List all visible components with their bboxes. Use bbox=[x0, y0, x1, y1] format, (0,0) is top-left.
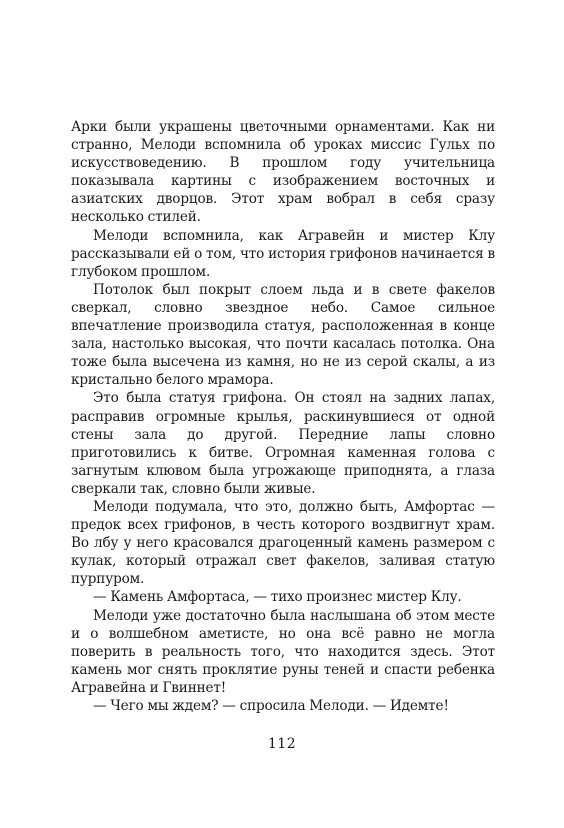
page-number: 112 bbox=[267, 736, 297, 752]
body-text bbox=[71, 118, 495, 715]
paragraph: Мелоди подумала, что это, должно быть, Амфортас — предок всех грифонов, в честь которого воздвигнут храм. Во лбу у него красовался драгоценный камень размером с кулак, который отражал свет факелов, заливая статую пурпуром. bbox=[71, 498, 495, 588]
paragraph: Это была статуя грифона. Он стоял на задних лапах, расправив огромные крылья, раскинувшиеся от одной стены зала до другой. Передние лапы словно приготовились к битве. Огромная каменная голова с загнутым клювом была угрожающе приподнята, а глаза сверкали так, словно были живые. bbox=[71, 390, 495, 497]
paragraph: Мелоди вспомнила, как Агравейн и мистер Клу рассказывали ей о том, что история грифонов начинается в глубоком прошлом. bbox=[71, 227, 495, 280]
paragraph: — Чего мы ждем? — спросила Мелоди. — Идемте! bbox=[93, 698, 449, 714]
paragraph: — Камень Амфортаса, — тихо произнес мистер Клу. bbox=[93, 589, 462, 606]
paragraph: Арки были украшены цветочными орнаментами. Как ни странно, Мелоди вспомнила об уроках миссис Гульх по искусствоведению. В прошлом году учительница показывала картины с изображением восточных и азиатских дворцов. Этот храм вобрал в себя сразу несколько стилей. bbox=[71, 119, 495, 226]
paragraph: Потолок был покрыт слоем льда и в свете факелов сверкал, словно звездное небо. Самое сильное впечатление производила статуя, расположенная в конце зала, настолько высокая, что почти касалась потолка. Она тоже была высечена из камня, но не из серой скалы, а из кристально белого мрамора. bbox=[71, 281, 495, 389]
paragraph: Мелоди уже достаточно была наслышана об этом месте и о волшебном аметисте, но она всё равно не могла поверить в реальность того, что находится здесь. Этот камень мог снять проклятие руны теней и спасти ребенка Агравейна и Гвиннет! bbox=[71, 607, 495, 696]
